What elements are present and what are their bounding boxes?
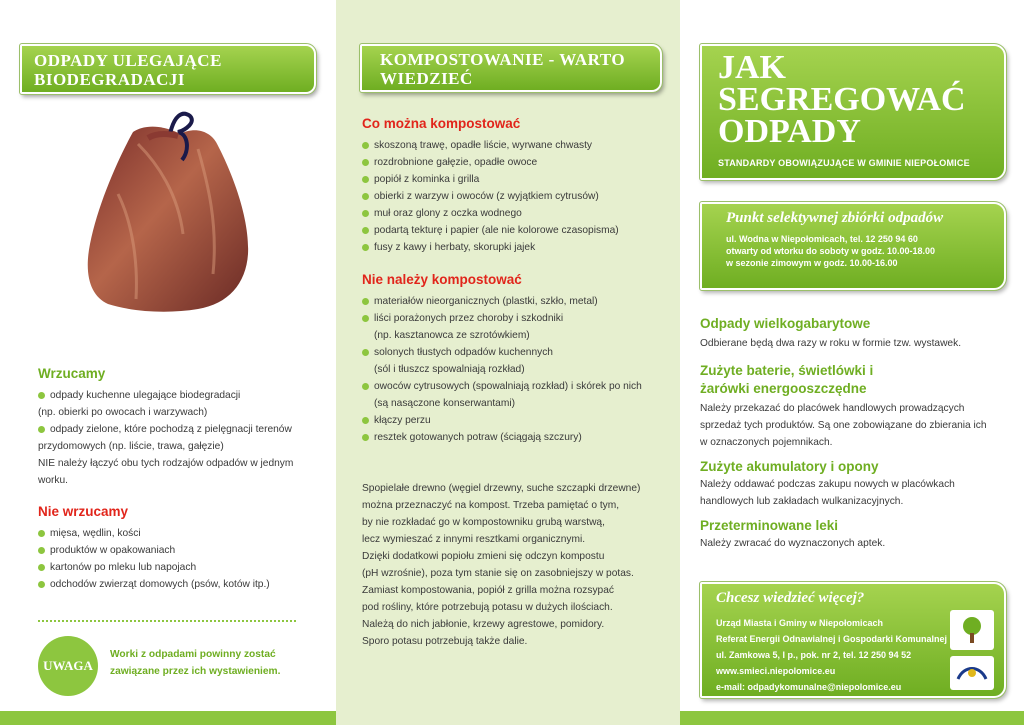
nie-wrzucamy-section [38,504,308,593]
list-item: (np. kasztanowca ze szrotówkiem) [374,330,530,341]
list-item: mięsa, wędlin, kości [38,525,308,542]
main-title-box [700,44,1006,180]
list-item: skoszoną trawę, opadłe liście, wyrwane chwasty [362,137,662,154]
nie-nalezy-list [362,293,662,446]
list-item: odpady zielone, które pochodzą z pielęgnacji terenów [38,421,308,438]
list-item: (sól i tłuszcz spowalniają rozkład) [374,364,525,375]
list-item: przydomowych (np. liście, trawa, gałęzie) [38,441,224,452]
contact-link[interactable]: www.smieci.niepolomice.eu [716,666,836,676]
list-item: rozdrobnione gałęzie, opadłe owoce [362,154,662,171]
right-panel [680,0,1024,725]
list-item: muł oraz glony z oczka wodnego [362,205,662,222]
uwaga-text: Worki z odpadami powinny zostać zawiązane przez ich wystawieniem. [110,649,281,677]
collection-point-line: ul. Wodna w Niepołomicach, tel. 12 250 94 60 [726,234,918,244]
bottom-bar [0,711,336,725]
paragraph-line: Spopielałe drewno (węgiel drzewny, suche szczapki drzewne) [362,483,641,494]
info-sections [700,316,1010,552]
wrzucamy-section [38,366,308,489]
list-item: odchodów zwierząt domowych (psów, kotów itp.) [38,576,308,593]
collection-point-box [700,202,1006,290]
paragraph-line: (pH wzrośnie), poza tym stanie się on zasobniejszy w potas. [362,568,634,579]
nie-wrzucamy-title: Nie wrzucamy [38,504,129,519]
paragraph-line: lecz wymieszać z innymi resztkami organicznymi. [362,534,586,545]
list-item: podartą tekturę i papier (ale nie kolorowe czasopisma) [362,222,662,239]
contact-box [700,582,1006,698]
paragraph-line: Sporo potasu potrzebują także dalie. [362,636,528,647]
middle-panel [336,0,680,725]
co-mozna-section [362,116,662,256]
contact-email[interactable]: e-mail: odpadykomunalne@niepolomice.eu [716,682,902,692]
ash-paragraph [362,480,672,650]
paragraph-line: można przeznaczyć na kompost. Trzeba pamiętać o tym, [362,500,620,511]
list-item: kłączy perzu [362,412,662,429]
main-title: JAK SEGREGOWAĆ ODPADY [718,49,966,150]
contact-line: ul. Zamkowa 5, I p., pok. nr 2, tel. 12 250 94 52 [716,650,912,660]
uwaga-badge: UWAGA [38,636,98,696]
nie-nalezy-section [362,272,662,446]
list-item: (np. obierki po owocach i warzywach) [38,407,208,418]
nie-nalezy-title: Nie należy kompostować [362,272,522,287]
section-text: w oznaczonych pojemnikach. [700,437,833,448]
bottom-bar [680,711,1024,725]
left-panel [0,0,336,725]
list-item: popiół z kominka i grilla [362,171,662,188]
biodegradable-header: ODPADY ULEGAJĄCE BIODEGRADACJI [20,44,316,94]
list-item: fusy z kawy i herbaty, skorupki jajek [362,239,662,256]
list-item: owoców cytrusowych (spowalniają rozkład) i skórek po nich [362,378,662,395]
section-title: Zużyte baterie, świetlówki i żarówki energooszczędne [700,363,874,396]
section-text: Należy oddawać podczas zakupu nowych w placówkach [700,479,955,490]
co-mozna-title: Co można kompostować [362,116,521,131]
section-text: handlowych lub zakładach wulkanizacyjnych. [700,496,904,507]
collection-point-title: Punkt selektywnej zbiórki odpadów [726,210,944,226]
tree-logo-icon [950,610,994,650]
section-text: sprzedaż tych produktów. Są one zobowiązane do zbierania ich [700,420,987,431]
compost-header: KOMPOSTOWANIE - WARTO WIEDZIEĆ [360,44,662,92]
section-title: Odpady wielkogabarytowe [700,316,871,331]
collection-point-line: otwarty od wtorku do soboty w godz. 10.00-18.00 [726,246,936,256]
niepolomice-logo-icon [950,656,994,690]
wrzucamy-list [38,387,308,489]
co-mozna-list [362,137,662,256]
section-title: Zużyte akumulatory i opony [700,459,879,474]
list-item: liści porażonych przez choroby i szkodniki [362,310,662,327]
list-item: produktów w opakowaniach [38,542,308,559]
section-text: Należy przekazać do placówek handlowych prowadzących [700,403,965,414]
section-title: Przeterminowane leki [700,518,839,533]
contact-line: Referat Energii Odnawialnej i Gospodarki Komunalnej [716,634,948,644]
list-item: materiałów nieorganicznych (plastki, szkło, metal) [362,293,662,310]
main-subtitle: STANDARDY OBOWIĄZUJĄCE W GMINIE NIEPOŁOMICE [718,158,970,168]
paragraph-line: by nie rozkładać go w kompostowniku grubą warstwą, [362,517,605,528]
paragraph-line: Należą do nich jabłonie, krzewy agrestowe, pomidory. [362,619,605,630]
collection-point-line: w sezonie zimowym w godz. 10.00-16.00 [726,258,898,268]
list-item: (są nasączone konserwantami) [374,398,515,409]
contact-line: Urząd Miasta i Gminy w Niepołomicach [716,618,884,628]
paragraph-line: pod rośliny, które potrzebują potasu w dużych ilościach. [362,602,613,613]
list-item: NIE należy łączyć obu tych rodzajów odpadów w jednym [38,458,294,469]
wrzucamy-title: Wrzucamy [38,366,106,381]
section-text: Należy zwracać do wyznaczonych aptek. [700,538,886,549]
list-item: odpady kuchenne ulegające biodegradacji [38,387,308,404]
divider [38,620,296,622]
list-item: obierki z warzyw i owoców (z wyjątkiem cytrusów) [362,188,662,205]
list-item: worku. [38,475,69,486]
paragraph-line: Zamiast kompostowania, popiół z grilla można rozsypać [362,585,614,596]
list-item: solonych tłustych odpadów kuchennych [362,344,662,361]
nie-wrzucamy-list [38,525,308,593]
section-text: Odbierane będą dwa razy w roku w formie tzw. wystawek. [700,338,962,349]
trash-bag-icon [78,104,256,316]
contact-title: Chcesz wiedzieć więcej? [716,590,865,606]
paragraph-line: Dzięki dodatkowi popiołu zmieni się odczyn kompostu [362,551,605,562]
list-item: resztek gotowanych potraw (ściągają szczury) [362,429,662,446]
list-item: kartonów po mleku lub napojach [38,559,308,576]
